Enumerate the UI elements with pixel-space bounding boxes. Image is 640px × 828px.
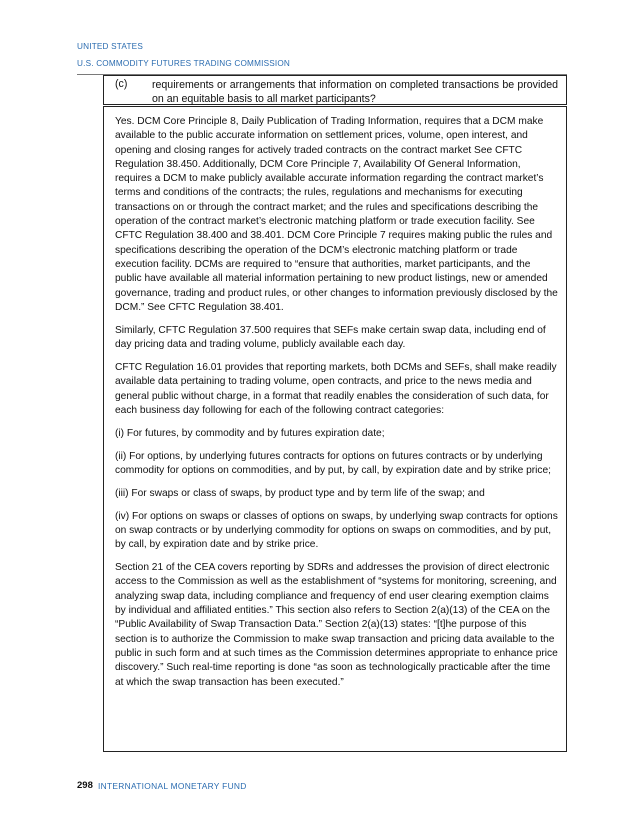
footer-org: INTERNATIONAL MONETARY FUND [98,781,247,791]
response-box [103,106,567,752]
paragraph-regulation-37-500: Similarly, CFTC Regulation 37.500 requires that SEFs make certain swap data, including end of day pricing data and trading volume, publicly available each day. [115,324,546,351]
list-item-options-on-swaps: (iv) For options on swaps or classes of options on swaps, by underlying swap contracts for options on swap contracts or by underlying commodity for options on swaps on commodities, and by put, by call, by expiration date and by strike price. [115,510,558,551]
list-item-options: (ii) For options, by underlying futures contracts for options on futures contracts or by underlying commodity for options on commodities, and by put, by call, by expiration date and by strike price; [115,450,552,476]
page-number: 298 [77,780,93,791]
paragraph-dcm-core-principles: Yes. DCM Core Principle 8, Daily Publication of Trading Information, requires that a DCM make available to the public accurate information on settlement prices, volume, open interest, and opening and closing ranges for actively traded contracts on the contract market See CFTC Regulation 38.450. Additionally, DCM Core Principle 7, Availability Of General Information, requires a DCM to make publicly available accurate information regarding the contract market’s terms and conditions of the contracts; the rules, regulations and mechanisms for executing transactions on or through the contract market; and the rules and specifications describing the operation of the contract market’s electronic matching platform or trade execution facility. See CFTC Regulation 38.400 and 38.401. DCM Core Principle 7 requires making public the rules and specifications describing the operation of the DCM’s electronic matching platform or trade execution facility. DCMs are required to “ensure that authorities, market participants, and the public have available all material information pertaining to new product listings, new or amended governance, trading and product rules, or other changes to information previously disclosed by the DCM.” See CFTC Regulation 38.401. [115,116,558,313]
header-agency: U.S. COMMODITY FUTURES TRADING COMMISSION [77,59,291,68]
list-item-swaps: (iii) For swaps or class of swaps, by product type and by term life of the swap; and [115,487,485,499]
response-body [115,115,559,698]
paragraph-section-21: Section 21 of the CEA covers reporting by SDRs and addresses the provision of direct electronic access to the Commission as well as the establishment of “systems for monitoring, screening, and analyzing swap data, including compliance and frequency of end user clearing exemption claims by individual and affiliated entities.” This section also refers to Section 2(a)(13) of the CEA on the “Public Availability of Swap Transaction Data.” Section 2(a)(13) states: “[t]he purpose of this section is to authorize the Commission to make swap transaction and pricing data available to the public in such form and at such times as the Commission determines appropriate to enhance price discovery.” Such real-time reporting is done “as soon as technologically practicable after the time at which the swap transaction has been executed.” [115,562,558,688]
criterion-text: requirements or arrangements that information on completed transactions be provided on an equitable basis to all market participants? [152,79,558,105]
criterion-label: (c) [115,78,128,90]
criterion-box [103,75,567,105]
header-country: UNITED STATES [77,42,143,51]
paragraph-regulation-16-01: CFTC Regulation 16.01 provides that reporting markets, both DCMs and SEFs, shall make readily available data pertaining to trading volume, open contracts, and price to the news media and general public without charge, in a format that readily enables the consideration of such data, for each business day following for each of the following contract categories: [115,361,557,416]
list-item-futures: (i) For futures, by commodity and by futures expiration date; [115,427,385,439]
